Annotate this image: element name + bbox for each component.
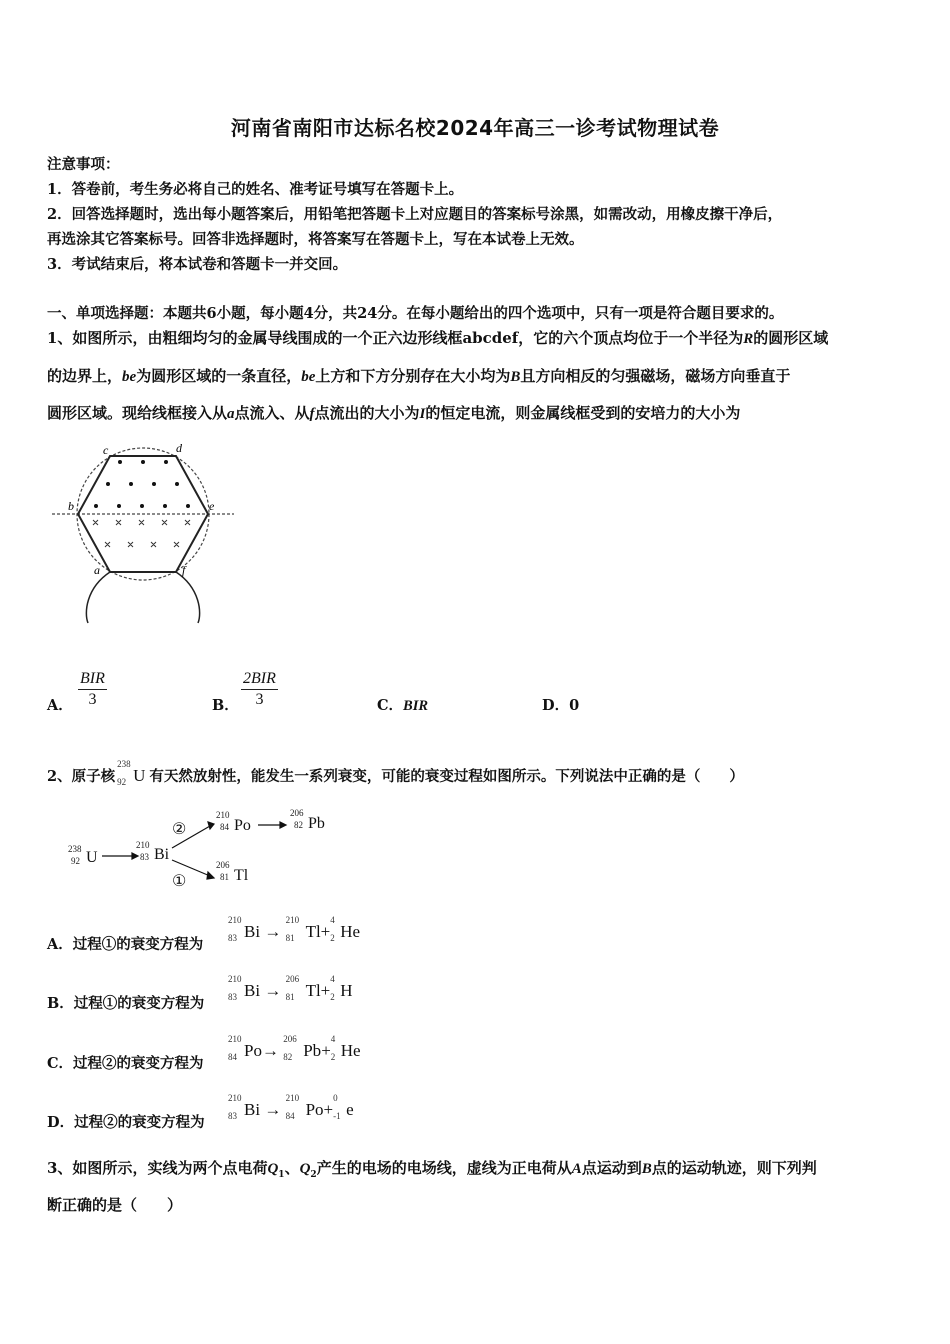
path-2-marker: ② [172, 821, 187, 838]
q1-var-be: be [122, 369, 137, 385]
atomic-number: 83 [228, 992, 237, 1002]
q1-var-B: B [510, 369, 521, 385]
q2-text: 有天然放射性，能发生一系列衰变，可能的衰变过程如图所示。下列说法中正确的是（ ） [149, 768, 744, 785]
q2-option-b[interactable] [47, 992, 204, 1013]
field-crosses-in [93, 520, 190, 547]
option-label: D． [542, 697, 570, 714]
pb-symbol: Pb [308, 815, 325, 832]
option-value: 0 [569, 697, 580, 714]
notice-item: 1．答卷前，考生务必将自己的姓名、准考证号填写在答题卡上。 [47, 181, 464, 198]
nuclide-u238 [117, 759, 146, 787]
q3-point-a: A [571, 1161, 582, 1177]
mass-number: 4 [330, 1034, 336, 1044]
q1-option-b-label[interactable]: B． [212, 697, 239, 714]
vertex-label-a: a [94, 563, 100, 577]
u-symbol: U [86, 849, 98, 866]
emitted-particle [330, 915, 361, 943]
q1-text: 点流入、从 [234, 404, 310, 422]
fraction-numerator: BIR [78, 670, 107, 690]
q2-option-d[interactable] [47, 1111, 205, 1132]
q3-text: 点运动到 [581, 1159, 642, 1177]
element-symbol: Bi [244, 922, 261, 941]
emitted-particle [330, 974, 353, 1002]
element-symbol: He [340, 1041, 361, 1060]
q1-text-line-3 [47, 402, 740, 423]
q1-text-line-2 [47, 365, 790, 386]
option-label: B．过程①的衰变方程为 [47, 995, 205, 1012]
lead-wire-f [176, 572, 200, 623]
q2-decay-diagram [64, 804, 354, 890]
lead-wire-a [86, 572, 110, 623]
tl-symbol: Tl [234, 867, 249, 884]
atomic-number: 2 [330, 933, 335, 943]
product-nuclide [283, 1034, 322, 1062]
vertex-label-b: b [68, 499, 74, 513]
element-symbol: e [346, 1100, 354, 1119]
atomic-number: 81 [285, 992, 295, 1002]
subscript: 1 [278, 1170, 285, 1180]
atomic-number: 2 [330, 1052, 336, 1062]
fraction-denominator: 3 [88, 691, 97, 708]
q2-option-d-equation [228, 1093, 354, 1121]
vertex-label-d: d [176, 441, 182, 455]
mass-number: 238 [117, 759, 131, 769]
exam-title: 河南省南阳市达标名校2024年高三一诊考试物理试卷 [230, 116, 720, 140]
mass-number: 210 [228, 915, 242, 925]
mass-number: 4 [330, 915, 335, 925]
option-value: BIR [403, 698, 429, 714]
fraction-numerator: 2BIR [241, 670, 278, 690]
notice-item: 再选涂其它答案标号。回答非选择题时，将答案写在答题卡上，写在本试卷上无效。 [47, 231, 584, 248]
product-nuclide [285, 1093, 324, 1121]
u-mass: 238 [68, 844, 82, 854]
bi-symbol: Bi [154, 846, 170, 863]
option-label: A．过程①的衰变方程为 [47, 936, 204, 953]
q1-text: 上方和下方分别存在大小均为 [315, 367, 511, 385]
option-label: C． [377, 697, 404, 714]
q1-text: 的圆形区域 [753, 329, 829, 347]
mass-number: 210 [228, 1093, 242, 1103]
q2-option-a-equation [228, 915, 361, 943]
atomic-number: 2 [330, 992, 335, 1002]
plus-sign: + [321, 1041, 331, 1060]
reaction-arrow: → [264, 1100, 282, 1119]
field-dots-out [94, 460, 190, 508]
notice-heading: 注意事项： [47, 156, 120, 173]
atomic-number: 82 [283, 1052, 293, 1062]
q2-stem [47, 759, 744, 787]
subscript: 2 [310, 1170, 317, 1180]
emitted-particle [330, 1034, 361, 1062]
q2-option-c[interactable] [47, 1052, 204, 1073]
reaction-arrow: → [261, 1041, 279, 1060]
element-symbol: Tl [305, 981, 321, 1000]
q2-option-b-equation [228, 974, 353, 1002]
tl-charge: 81 [220, 872, 229, 882]
po-symbol: Po [234, 817, 251, 834]
q3-charge-q1: Q [267, 1161, 279, 1177]
q3-point-b: B [641, 1161, 652, 1177]
element-symbol: Bi [244, 981, 261, 1000]
element-symbol: Po [244, 1041, 262, 1060]
reaction-arrow: → [264, 922, 282, 941]
vertex-label-e: e [209, 499, 215, 513]
q1-var-be: be [301, 369, 316, 385]
q2-option-c-equation [228, 1034, 361, 1062]
plus-sign: + [320, 922, 331, 941]
q1-text-line-1 [47, 327, 828, 348]
option-label: C．过程②的衰变方程为 [47, 1055, 204, 1072]
mass-number: 210 [285, 915, 300, 925]
q1-option-b-fraction [241, 670, 278, 709]
reactant-nuclide [228, 915, 261, 943]
option-label: D．过程②的衰变方程为 [47, 1114, 205, 1131]
mass-number: 210 [228, 1034, 242, 1044]
q1-text: 1、如图所示，由粗细均匀的金属导线围成的一个正六边形线框abcdef，它的六个顶点均位于一个半径为 [47, 329, 744, 347]
emitted-particle [333, 1093, 354, 1121]
q1-text: 且方向相反的匀强磁场，磁场方向垂直于 [520, 367, 791, 385]
notice-item: 2．回答选择题时，选出每小题答案后，用铅笔把答题卡上对应题目的答案标号涂黑，如需改动，用橡皮擦干净后， [47, 206, 783, 223]
q1-hexagon-figure [48, 438, 238, 628]
pb-charge: 82 [294, 820, 303, 830]
po-charge: 84 [220, 822, 229, 832]
q3-text: 产生的电场的电场线，虚线为正电荷从 [316, 1159, 572, 1177]
q1-option-c[interactable] [377, 694, 428, 715]
q3-text-line-2: 断正确的是（ ） [47, 1196, 183, 1214]
q2-option-a[interactable] [47, 933, 203, 954]
element-symbol: Bi [244, 1100, 261, 1119]
vertex-label-f: f [182, 563, 186, 577]
mass-number: 210 [285, 1093, 300, 1103]
q1-option-a-fraction [78, 670, 107, 709]
q1-var-R: R [743, 331, 754, 347]
fraction-denominator: 3 [255, 691, 264, 708]
atomic-number: -1 [333, 1111, 341, 1121]
element-symbol: Pb [303, 1041, 322, 1060]
path-1-marker: ① [172, 873, 187, 890]
atomic-number: 83 [228, 1111, 237, 1121]
q1-text: 的边界上， [47, 367, 123, 385]
q1-text: 的恒定电流，则金属线框受到的安培力的大小为 [425, 404, 741, 422]
section-heading: 一、单项选择题：本题共6小题，每小题4分，共24分。在每小题给出的四个选项中，只有一项是符合题目要求的。 [47, 305, 784, 322]
q3-text: 、 [284, 1159, 300, 1177]
element-symbol: He [340, 922, 361, 941]
mass-number: 206 [283, 1034, 297, 1044]
q1-var-f: f [309, 406, 315, 422]
atomic-number: 92 [117, 777, 127, 787]
plus-sign: + [323, 1100, 334, 1119]
q1-var-I: I [419, 406, 426, 422]
bi-mass: 210 [136, 840, 150, 850]
q2-text: 2、原子核 [47, 768, 116, 785]
q3-text: 点的运动轨迹，则下列判 [651, 1159, 817, 1177]
reactant-nuclide [228, 974, 261, 1002]
notice-item: 3．考试结束后，将本试卷和答题卡一并交回。 [47, 256, 348, 273]
mass-number: 210 [228, 974, 242, 984]
plus-sign: + [320, 981, 331, 1000]
mass-number: 4 [330, 974, 335, 984]
mass-number: 0 [333, 1093, 338, 1103]
atomic-number: 84 [285, 1111, 295, 1121]
q1-text: 为圆形区域的一条直径， [136, 367, 302, 385]
q3-charge-q2: Q [299, 1161, 311, 1177]
element-symbol: Tl [305, 922, 321, 941]
product-nuclide [285, 915, 321, 943]
atomic-number: 83 [228, 933, 237, 943]
reaction-arrow: → [264, 981, 282, 1000]
po-mass: 210 [216, 810, 230, 820]
u-charge: 92 [71, 856, 80, 866]
q1-text: 圆形区域。现给线框接入从 [47, 404, 228, 422]
element-symbol: Po [305, 1100, 324, 1119]
q1-var-a: a [227, 406, 235, 422]
q3-text: 3、如图所示，实线为两个点电荷 [47, 1159, 268, 1177]
tl-mass: 206 [216, 860, 230, 870]
vertex-label-c: c [103, 443, 109, 457]
reactant-nuclide [228, 1093, 261, 1121]
element-symbol: H [340, 981, 353, 1000]
q1-option-a-label[interactable]: A． [47, 697, 73, 714]
mass-number: 206 [285, 974, 300, 984]
element-symbol: U [133, 766, 146, 785]
pb-mass: 206 [290, 808, 304, 818]
q3-text-line-1 [47, 1157, 817, 1180]
atomic-number: 84 [228, 1052, 237, 1062]
bi-charge: 83 [140, 852, 149, 862]
reactant-nuclide [228, 1034, 262, 1062]
q1-option-d[interactable] [542, 694, 579, 715]
product-nuclide [285, 974, 321, 1002]
q1-text: 点流出的大小为 [314, 404, 420, 422]
atomic-number: 81 [285, 933, 295, 943]
